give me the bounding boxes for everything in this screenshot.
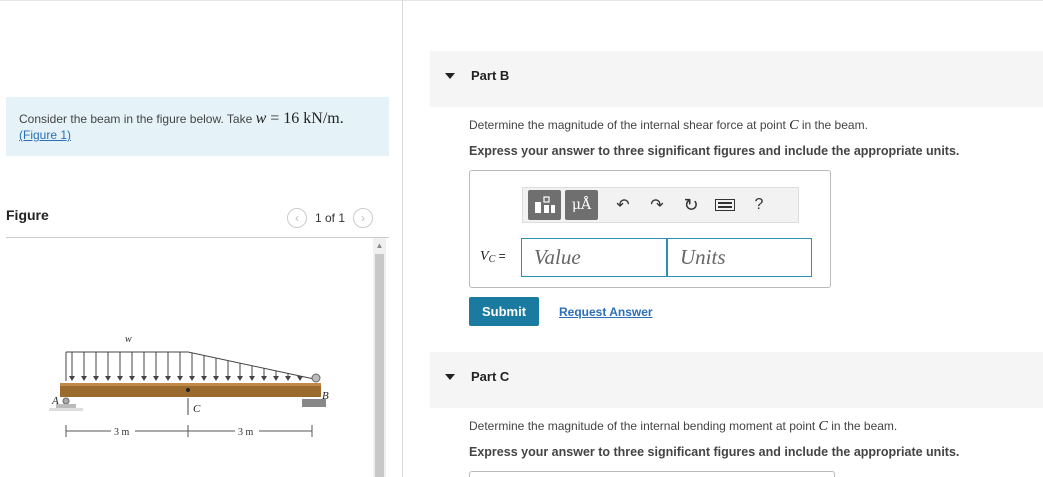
variable-equals: = <box>495 249 506 263</box>
load-arrow-head <box>285 376 291 381</box>
help-button[interactable] <box>742 190 776 220</box>
part-c-question <box>469 419 897 435</box>
load-value: = 16 kN/m. <box>266 110 344 127</box>
load-arrow-head <box>237 376 243 381</box>
problem-statement <box>6 97 389 156</box>
figure-scrollbar[interactable] <box>373 238 386 477</box>
reset-icon: ↻ <box>683 194 699 215</box>
math-toolbar <box>522 187 799 223</box>
variable-subscript: C <box>488 254 496 265</box>
load-arrow-head <box>81 376 87 381</box>
load-top-triangular <box>188 352 314 379</box>
units-button[interactable] <box>565 190 598 220</box>
label-a: A <box>52 395 59 407</box>
value-input[interactable] <box>521 238 667 277</box>
point-c-marker <box>186 388 190 392</box>
part-b-title: Part B <box>471 68 510 83</box>
keyboard-icon <box>715 199 735 211</box>
templates-button[interactable] <box>528 190 561 220</box>
next-figure-button[interactable] <box>353 208 373 228</box>
chevron-right-icon: › <box>361 211 366 225</box>
label-b: B <box>322 390 329 402</box>
left-panel <box>0 0 403 477</box>
load-arrow-head <box>273 376 279 381</box>
collapse-triangle-icon[interactable] <box>445 374 455 380</box>
part-b-question-pre: Determine the magnitude of the internal shear force at point <box>469 118 790 132</box>
load-arrow-head <box>225 376 231 381</box>
part-b-question <box>469 118 868 134</box>
load-arrow-head <box>129 376 135 381</box>
part-c-header[interactable] <box>430 352 1043 408</box>
part-c-question-pre: Determine the magnitude of the internal bending moment at point <box>469 419 819 433</box>
collapse-triangle-icon[interactable] <box>445 73 455 79</box>
figure-pager <box>287 207 373 229</box>
scroll-thumb[interactable] <box>375 254 384 477</box>
keyboard-button[interactable] <box>708 190 742 220</box>
right-roller <box>312 374 320 382</box>
prev-figure-button[interactable] <box>287 208 307 228</box>
load-variable: w <box>255 110 267 127</box>
part-c-question-var: C <box>818 419 828 434</box>
load-arrow-head <box>213 376 219 381</box>
load-arrow-head <box>153 376 159 381</box>
part-c-question-post: in the beam. <box>827 419 898 433</box>
load-arrow-head <box>189 376 195 381</box>
problem-text: Consider the beam in the figure below. Take <box>19 112 256 126</box>
dim-label-left: 3 m <box>114 427 130 438</box>
undo-icon: ↶ <box>616 197 630 214</box>
redo-button[interactable] <box>640 190 674 220</box>
label-c: C <box>193 403 201 415</box>
scroll-up-arrow-icon[interactable]: ▲ <box>375 241 384 250</box>
load-arrow-head <box>297 376 303 381</box>
figure-viewport <box>6 238 372 477</box>
load-arrow-head <box>249 376 255 381</box>
help-icon: ? <box>754 196 764 213</box>
request-answer-link[interactable]: Request Answer <box>559 305 653 319</box>
load-arrow-head <box>165 376 171 381</box>
left-pin <box>63 398 69 404</box>
load-arrow-head <box>177 376 183 381</box>
templates-icon <box>534 196 556 214</box>
load-arrow-head <box>261 376 267 381</box>
part-c-instruction: Express your answer to three significant figures and include the appropriate units. <box>469 445 960 459</box>
redo-icon: ↷ <box>650 197 664 214</box>
reset-button[interactable] <box>674 190 708 220</box>
figure-link[interactable]: (Figure 1) <box>19 128 72 142</box>
chevron-left-icon: ‹ <box>295 211 299 225</box>
load-arrows <box>69 352 303 381</box>
load-arrow-head <box>69 376 75 381</box>
load-arrow-head <box>141 376 147 381</box>
answer-panel <box>469 170 831 288</box>
part-b-header[interactable] <box>430 51 1043 107</box>
load-label: w <box>125 334 132 345</box>
units-icon: μÅ <box>571 197 592 213</box>
part-b-question-post: in the beam. <box>798 118 868 132</box>
part-b-instruction: Express your answer to three significant figures and include the appropriate units. <box>469 144 960 158</box>
problem-math <box>256 110 344 127</box>
part-c-answer-panel-edge <box>469 471 835 477</box>
load-arrow-head <box>93 376 99 381</box>
variable-main: V <box>480 249 489 264</box>
submit-button[interactable]: Submit <box>469 297 539 326</box>
variable-label <box>480 249 506 265</box>
beam-highlight <box>60 383 321 386</box>
beam-diagram <box>6 238 372 477</box>
left-support-base <box>56 404 76 408</box>
pager-count: 1 of 1 <box>315 211 346 225</box>
load-arrow-head <box>201 376 207 381</box>
left-ground <box>49 408 83 411</box>
load-arrow-head <box>105 376 111 381</box>
dim-label-right: 3 m <box>238 427 254 438</box>
figure-heading: Figure <box>6 207 49 223</box>
units-input[interactable] <box>667 238 812 277</box>
undo-button[interactable] <box>606 190 640 220</box>
part-c-title: Part C <box>471 369 510 384</box>
load-arrow-head <box>117 376 123 381</box>
part-b-question-var: C <box>789 118 799 133</box>
